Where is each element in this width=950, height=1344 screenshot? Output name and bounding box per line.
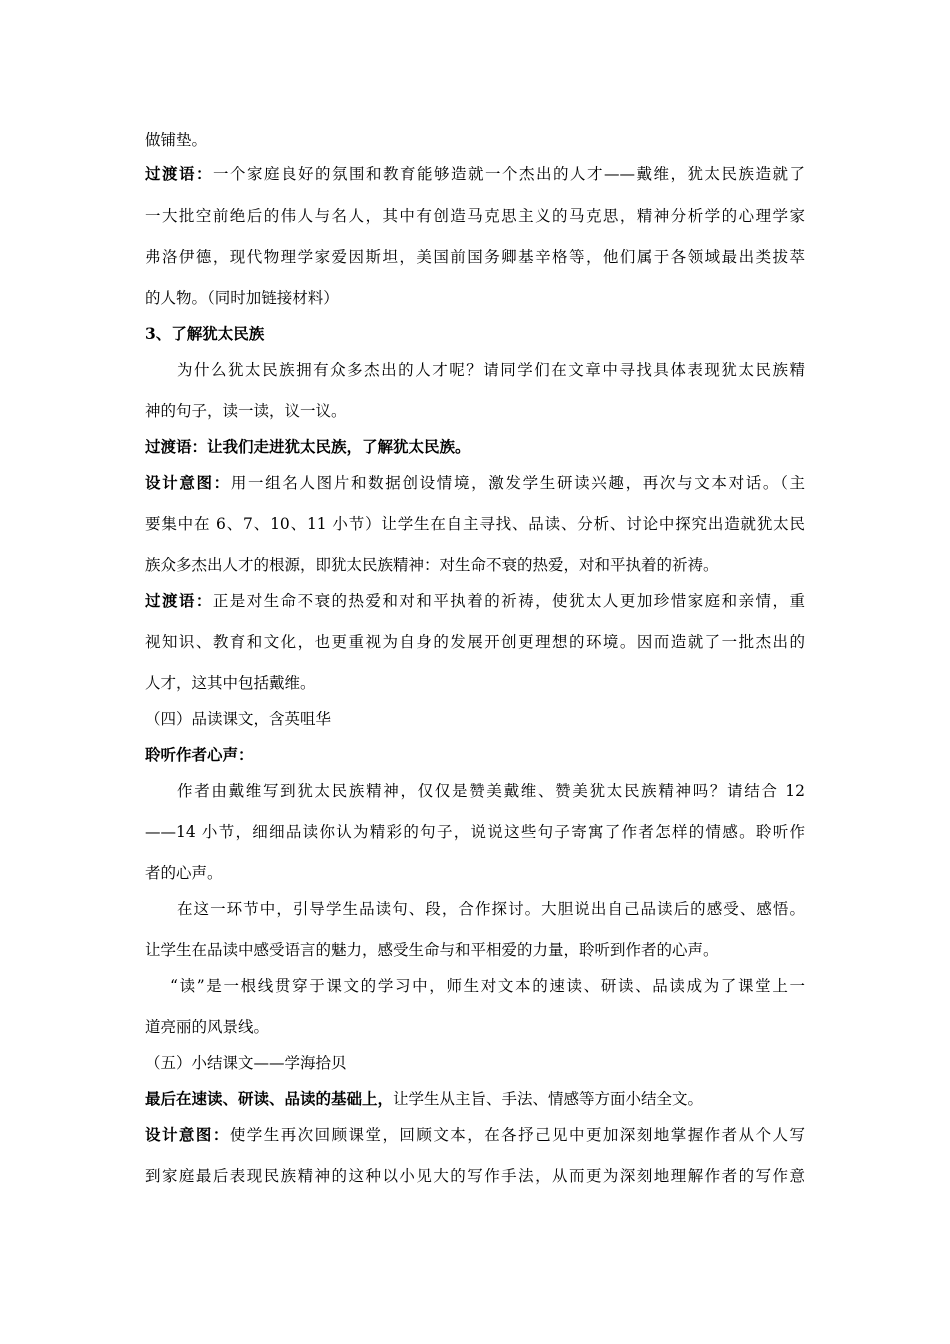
paragraph-line: 到家庭最后表现民族精神的这种以小见大的写作手法，从而更为深刻地理解作者的写作意 <box>145 1167 805 1185</box>
paragraph-line: 做铺垫。 <box>145 131 208 149</box>
summary-paragraph <box>145 1089 703 1109</box>
paragraph-text: 用一组名人图片和数据创设情境，激发学生研读兴趣，再次与文本对话。（主 <box>230 474 805 492</box>
paragraph-line: 视知识、教育和文化，也更重视为自身的发展开创更理想的环境。因而造就了一批杰出的 <box>145 633 805 651</box>
paragraph-line: 族众多杰出人才的根源，即犹太民族精神：对生命不衰的热爱，对和平执着的祈祷。 <box>145 556 719 574</box>
transition-label: 过渡语： <box>145 591 213 610</box>
transition-paragraph <box>145 164 805 184</box>
paragraph-line: “读”是一根线贯穿于课文的学习中，师生对文本的速读、研读、品读成为了课堂上一 <box>170 977 805 995</box>
paragraph-text: 让学生从主旨、手法、情感等方面小结全文。 <box>393 1090 704 1108</box>
paragraph-line: 让学生在品读中感受语言的魅力，感受生命与和平相爱的力量，聆听到作者的心声。 <box>145 941 719 959</box>
paragraph-line: 道亮丽的风景线。 <box>145 1018 270 1036</box>
paragraph-text: 使学生再次回顾课堂，回顾文本，在各抒己见中更加深刻地掌握作者从个人写 <box>229 1126 805 1144</box>
paragraph-line: 人才，这其中包括戴维。 <box>145 674 316 692</box>
section-heading: 3、了解犹太民族 <box>145 324 265 343</box>
paragraph-line: 一大批空前绝后的伟人与名人，其中有创造马克思主义的马克思，精神分析学的心理学家 <box>145 207 805 225</box>
summary-bold-text: 最后在速读、研读、品读的基础上， <box>145 1089 394 1108</box>
paragraph-line: 者的心声。 <box>145 864 223 882</box>
transition-paragraph <box>145 591 805 611</box>
paragraph-line: 作者由戴维写到犹太民族精神，仅仅是赞美戴维、赞美犹太民族精神吗？请结合 12 <box>177 782 805 800</box>
section-heading: （四）品读课文，含英咀华 <box>145 710 332 728</box>
design-intent-label: 设计意图： <box>145 473 231 492</box>
paragraph-line: 要集中在 6、7、10、11 小节）让学生在自主寻找、品读、分析、讨论中探究出造就犹太民 <box>145 515 805 533</box>
transition-paragraph: 过渡语：让我们走进犹太民族，了解犹太民族。 <box>145 437 471 456</box>
paragraph-text: 一个家庭良好的氛围和教育能够造就一个杰出的人才——戴维，犹太民族造就了 <box>213 165 805 183</box>
paragraph-line: 为什么犹太民族拥有众多杰出的人才呢？请同学们在文章中寻找具体表现犹太民族精 <box>177 361 805 379</box>
paragraph-line: ——14 小节，细细品读你认为精彩的句子，说说这些句子寄寓了作者怎样的情感。聆听作 <box>145 823 805 841</box>
paragraph-line: 弗洛伊德，现代物理学家爱因斯坦，美国前国务卿基辛格等，他们属于各领域最出类拔萃 <box>145 248 805 266</box>
subsection-heading: 聆听作者心声： <box>145 745 254 764</box>
design-intent-paragraph <box>145 473 805 493</box>
section-heading: （五）小结课文——学海拾贝 <box>145 1054 347 1072</box>
paragraph-line: 神的句子，读一读，议一议。 <box>145 402 347 420</box>
transition-label: 过渡语： <box>145 164 213 183</box>
paragraph-line: 在这一环节中，引导学生品读句、段，合作探讨。大胆说出自己品读后的感受、感悟。 <box>177 900 805 918</box>
design-intent-label: 设计意图： <box>145 1125 230 1144</box>
paragraph-text: 正是对生命不衰的热爱和对和平执着的祈祷，使犹太人更加珍惜家庭和亲情，重 <box>212 592 805 610</box>
paragraph-line: 的人物。（同时加链接材料） <box>145 289 339 307</box>
design-intent-paragraph <box>145 1125 805 1145</box>
